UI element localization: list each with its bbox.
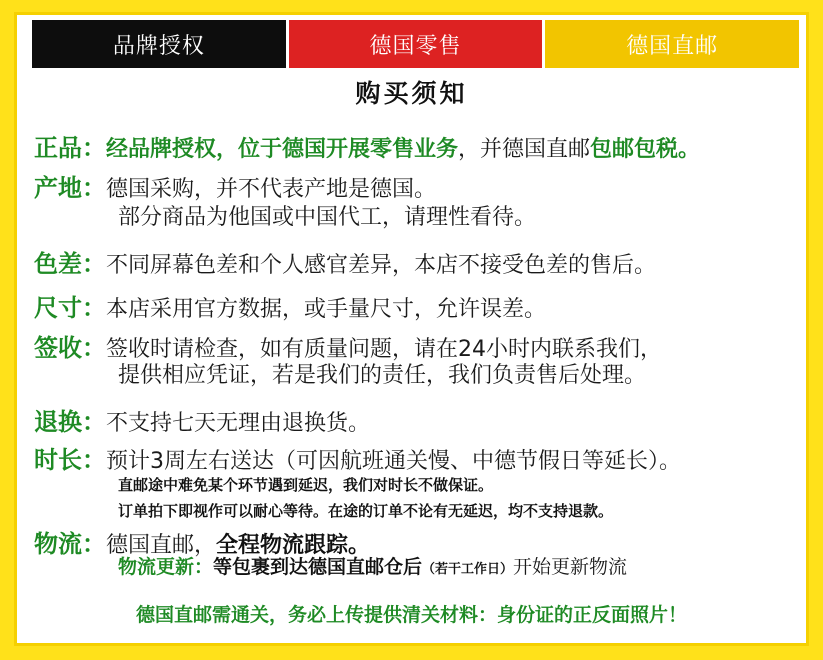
returns-text: 不支持七天无理由退换货。 (106, 411, 371, 436)
logistics-update-bold: 等包裹到达德国直邮仓后 (213, 556, 423, 578)
duration-label: 时长： (34, 446, 106, 474)
origin-line1: 德国采购，并不代表产地是德国。 (106, 177, 437, 202)
logistics-update-row (118, 552, 627, 579)
size-text: 本店采用官方数据，或手量尺寸，允许误差。 (106, 297, 547, 322)
tab-germany-direct-mail[interactable]: 德国直邮 (545, 20, 799, 68)
origin-row (34, 168, 436, 203)
color-label: 色差： (34, 250, 106, 278)
logistics-text-plain: 德国直邮， (106, 533, 217, 558)
tab-germany-retail[interactable]: 德国零售 (286, 20, 546, 68)
size-label: 尺寸： (34, 294, 106, 322)
tab-bar (32, 20, 799, 68)
logistics-label: 物流： (34, 530, 106, 558)
duration-row (34, 440, 681, 475)
origin-line2: 部分商品为他国或中国代工，请理性看待。 (118, 205, 537, 230)
color-row (34, 244, 656, 279)
page-title: 购买须知 (355, 79, 468, 108)
size-row (34, 288, 546, 323)
notice-card (14, 12, 809, 646)
duration-line1: 预计3周左右送达（可因航班通关慢、中德节假日等延长）。 (106, 449, 681, 474)
logistics-update-tail: 开始更新物流 (513, 556, 628, 578)
duration-row-2 (118, 474, 493, 495)
signing-label: 签收： (34, 334, 106, 362)
signing-line2: 提供相应凭证，若是我们的责任，我们负责售后处理。 (118, 363, 647, 388)
genuine-text-black: ，并德国直邮 (458, 137, 591, 162)
color-text: 不同屏幕色差和个人感官差异，本店不接受色差的售后。 (106, 253, 657, 278)
genuine-text-green2: 包邮包税。 (590, 137, 701, 162)
signing-row-2 (118, 358, 646, 389)
genuine-label: 正品： (34, 134, 106, 162)
signing-line1: 签收时请检查，如有质量问题，请在24小时内联系我们， (106, 337, 662, 362)
genuine-row (34, 128, 700, 163)
logistics-update-small: （若干工作日） (422, 562, 514, 577)
origin-row-2 (118, 200, 536, 231)
duration-line2: 直邮途中难免某个环节遇到延迟，我们对时长不做保证。 (118, 476, 494, 494)
returns-label: 退换： (34, 408, 106, 436)
returns-row (34, 402, 370, 437)
logistics-text-bold: 全程物流跟踪。 (216, 533, 371, 558)
customs-notice: 德国直邮需通关，务必上传提供清关材料：身份证的正反面照片！ (135, 604, 687, 626)
duration-line3: 订单拍下即视作可以耐心等待。在途的订单不论有无延迟，均不支持退款。 (118, 502, 614, 520)
origin-label: 产地： (34, 174, 106, 202)
duration-row-3 (118, 500, 613, 521)
tab-brand-authorization[interactable]: 品牌授权 (32, 20, 286, 68)
genuine-text-green: 经品牌授权，位于德国开展零售业务 (106, 137, 459, 162)
logistics-update-label: 物流更新： (118, 556, 214, 578)
